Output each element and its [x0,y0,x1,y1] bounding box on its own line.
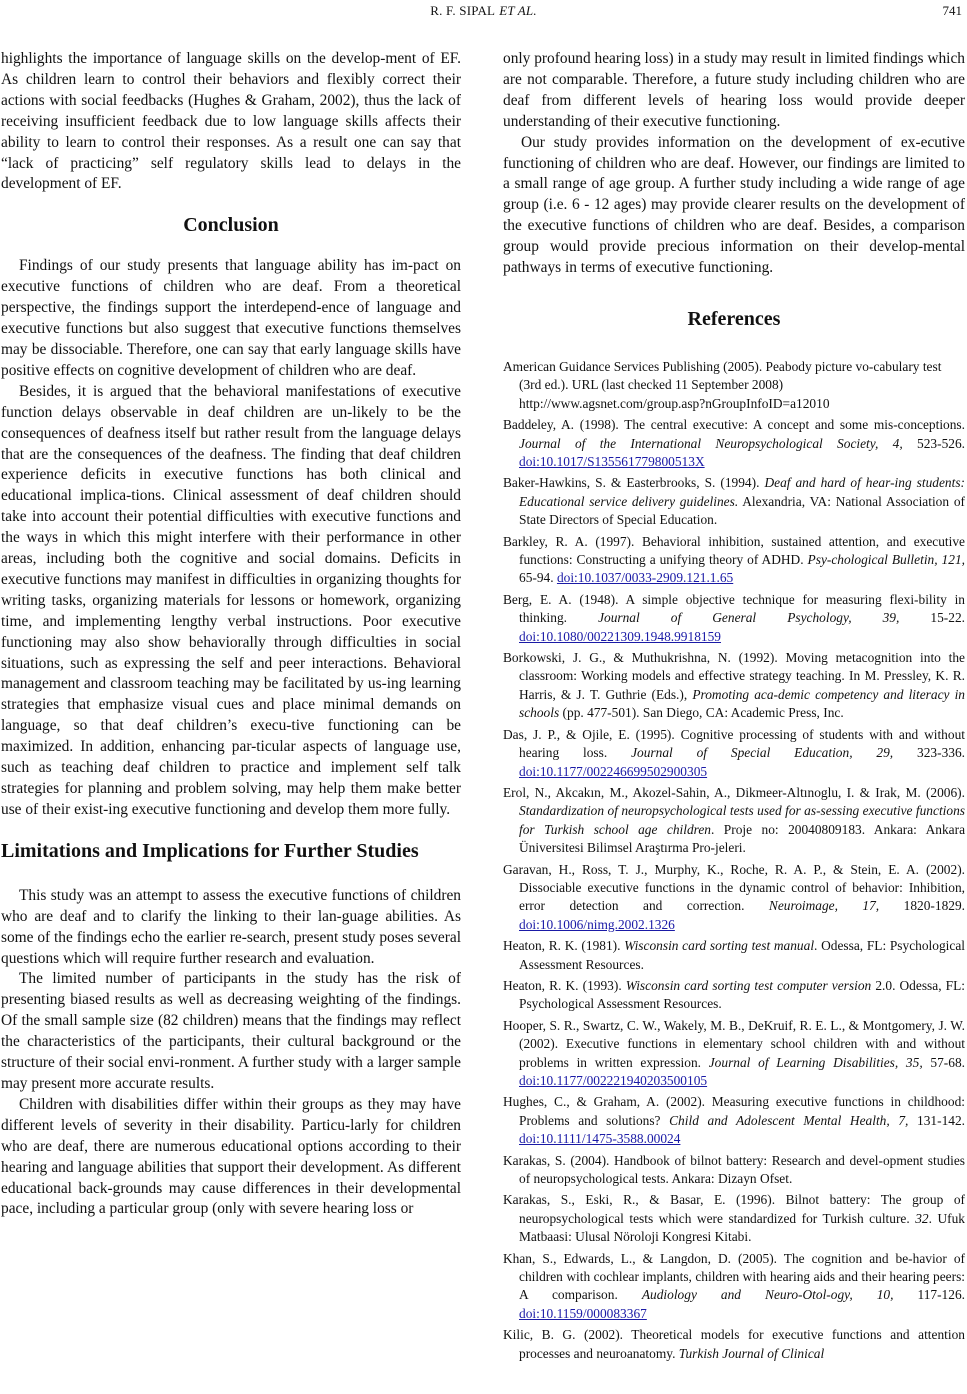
reference-text: Das, J. P., & Ojile, E. (1995). Cognitive processing of students with and without hearing loss. [503,726,965,761]
doi-link[interactable]: doi:10.1177/002246699502900305 [519,763,708,779]
author-names: R. F. SIPAL [430,3,496,18]
doi-link[interactable]: doi:10.1111/1475-3588.00024 [519,1131,681,1147]
reference-item [503,1326,965,1363]
reference-list [503,358,965,1363]
doi-link[interactable]: doi:10.1006/nimg.2002.1326 [519,916,675,932]
reference-text: 15-22. [899,610,965,626]
doi-link[interactable]: doi:10.1177/002221940203500105 [519,1073,708,1088]
reference-text: Heaton, R. K. (1993). [503,977,626,993]
reference-item [503,726,965,781]
paragraph-conclusion-1: Findings of our study presents that language ability has im-pact on executive functions of children who are deaf. From a theoretical perspective, the findings support the interdepend-ence of language and executive functions but also suggest that executive functions themselves may be dissociable. Therefore, one can say that early language skills have positive effects on cognitive development of children who are deaf. [1,257,461,379]
running-head [0,0,967,22]
reference-text: . Ufuk Matbaasi: Ulusal Nöroloji Kongresi Kitabi. [519,1210,965,1245]
reference-item [503,533,965,588]
reference-text: . Proje no: 20040809183. Ankara: Ankara Üniversitesi Bilimsel Araştırma Pro-jeleri. [519,821,966,856]
reference-item [503,784,965,858]
reference-item [503,937,965,974]
reference-source-italic: Audiology and Neuro-Otol-ogy, 10, [641,1287,894,1303]
reference-item [503,1017,965,1091]
reference-text: Erol, N., Akcakın, M., Akozel-Sahin, A., Dikmeer-Altınoglu, I. & Irak, M. (2006). [503,784,965,800]
left-column [1,49,461,1220]
heading-references: References [687,307,781,330]
reference-item [503,977,965,1014]
reference-text: 117-126. [893,1287,965,1303]
reference-text: Baker-Hawkins, S. & Easterbrooks, S. (1994). [503,475,765,491]
reference-text: Karakas, S., Eski, R., & Basar, E. (1996). Bilnot battery: The group of neuropsychological tests which were standardized for Turkish culture. [503,1192,965,1226]
doi-link[interactable]: doi:10.1080/00221309.1948.9918159 [519,628,721,644]
reference-text: Kilic, B. G. (2002). Theoretical models for executive functions and attention processes and neuroanatomy. [503,1327,965,1361]
heading-limitations: Limitations and Implications for Further Studies [1,839,419,862]
reference-item [503,416,965,471]
reference-item [503,861,965,935]
reference-text: 323-336. [893,745,965,761]
reference-text: . Odessa, FL: Psychological Assessment Resources. [519,938,965,972]
reference-text: Hughes, C., & Graham, A. (2002). Measuring executive functions in childhood: Problems and solutions? [503,1094,965,1128]
reference-source-italic: Journal of Special Education, 29, [631,745,894,761]
heading-conclusion: Conclusion [183,214,279,237]
reference-text: 2.0. Odessa, FL: Psychological Assessment Resources. [519,977,965,1012]
doi-link[interactable]: doi:10.1037/0033-2909.121.1.65 [556,570,734,586]
reference-item [503,1250,965,1324]
paragraph-conclusion-2: Besides, it is argued that the behavioral manifestations of executive function delays observable in deaf children are un-likely to be the consequences of deafness itself but rather result from the language delays that are the consequences of the deafness. The finding that deaf children experience deficits in executive functions has both clinical and educational implica-tions. Clinical assessment of deaf children should take into account their potential difficulties with executive functions and the ways in which this might interfere with their performance in other areas, including both the cognitive and social domains. Deficits in executive functions may manifest in difficulties in organizing thoughts for writing tasks, organizing materials for lessons or homework, organizing time, and implementing lengthy verbal instructions. Poor executive functioning may also show behaviorally through difficulties in social situations, such as expressing the self and peer interactions. Behavioral management and classroom teaching may be facilitated by us-ing learning strategies that emphasize visual cues and place minimal demands on language, so that deaf children’s execu-tive functioning can be maximized. In addition, enhancing par-ticular aspects of language use, such as teaching deaf children to practice and implement self talk strategies for planning and problem solving, may help them make better use of their exist-ing executive functioning and develop them more fully. [1,382,461,818]
reference-text: 1820-1829. [879,898,966,914]
reference-text: Hooper, S. R., Swartz, C. W., Wakely, M. B., DeKruif, R. E. L., & Montgomery, J. W. (2002). Executive functions in elementary school children with and without problems in written expression. [503,1017,965,1070]
reference-source-italic: 32 [915,1210,929,1226]
running-head-authors [0,0,967,22]
reference-text: 57-68. [922,1054,965,1070]
reference-text: Borkowski, J. G., & Muthukrishna, N. (1992). Moving metacognition into the classroom: Working models and effective strategy teaching. In M. Pressley, K. R. Harris, & J. T. Guthrie (Eds.), [503,650,965,702]
reference-source-italic: Wisconsin card sorting test manual [624,938,815,954]
paragraph-limitations-continued: only profound hearing loss) in a study may result in limited findings which are not comparable. Therefore, a future study including children who are deaf from different levels of hearing loss would provide deeper understanding of their executive functioning. [503,50,965,130]
page-number: 741 [942,3,962,18]
reference-text: Khan, S., Edwards, L., & Langdon, D. (2005). The cognition and be-havior of children with cochlear implants, children with hearing aids and their hearing peers: A comparison. [503,1250,965,1303]
reference-item [503,591,965,646]
paragraph-limitations-3: Children with disabilities differ within their groups as they may have different levels of severity in their disability. Particu-larly for children who are deaf, there are numerous educational options according to their hearing and language abilities that support their development. As different educational back-grounds may cause differences in their developmental pace, including a particular group (only with severe hearing loss or [1,1095,461,1218]
reference-source-italic: Turkish Journal of Clinical [678,1345,825,1361]
reference-text: 131-142. [908,1112,965,1128]
reference-text: 65-94. [519,570,557,586]
paragraph-limitations-1: This study was an attempt to assess the executive functions of children who are deaf and to clarify the linking to their lan-guage abilities. As some of the findings echo the earlier re-search, present study poses several questions which will require further research and evaluation. [1,886,461,967]
paragraph-limitations-2: The limited number of participants in the study has the risk of presenting biased results as well as decreasing weighting of the findings. Of the small sample size (82 children) means that the findings may reflect the characteristics of the participants, their cultural background or the structure of their social envi-ronment. A further study with a larger sample may present more accurate results. [1,970,461,1092]
reference-item [503,1191,965,1246]
doi-link[interactable]: doi:10.1017/S135561779800513X [519,454,705,469]
reference-source-italic: Deaf and hard of hear-ing students: Educational service delivery guidelines. [519,475,965,509]
reference-source-italic: Journal of the International Neuropsychological Society, 4, [519,435,903,451]
reference-item [503,1093,965,1148]
reference-item [503,358,965,413]
reference-source-italic: Journal of General Psychology, 39, [598,610,900,626]
reference-text: Garavan, H., Ross, T. J., Murphy, K., Roche, R. A. P., & Stein, E. A. (2002). Dissociable executive functions in the dynamic control of behavior: Inhibition, error detection and correction. [503,861,965,914]
reference-source-italic: Wisconsin card sorting test computer version [625,977,872,993]
reference-text: Karakas, S. (2004). Handbook of bilnot battery: Research and devel-opment studies of neuropsychological tests. Ankara: Dizayn Ofset. [503,1152,965,1187]
reference-text: Heaton, R. K. (1981). [503,938,625,954]
reference-text: Barkley, R. A. (1997). Behavioral inhibition, sustained attention, and executive functions: Constructing a unifying theory of ADHD. [503,533,965,568]
paragraph-intro-continued: highlights the importance of language skills on the develop-ment of EF. As children learn to control their behaviors and flexibly correct their actions with social feedbacks (Hughes & Graham, 2002), thus the lack of receiving insufficient feedback due to low language skills affects their ability to learn to control their responses. As a result one can say that “lack of practicing” self regulatory skills lead to delays in the development of EF. [1,50,461,193]
reference-text: American Guidance Services Publishing (2005). Peabody picture vo-cabulary test (3rd ed.). URL (last checked 11 September 2008) http://www.agsnet.com/group.asp?nGroupInfoID=a12010 [503,358,942,411]
reference-source-italic: Promoting aca-demic competency and literacy in schools [519,686,965,721]
reference-item [503,649,965,723]
reference-text: Berg, E. A. (1948). A simple objective technique for measuring flexi-bility in thinking. [503,591,965,626]
reference-source-italic: Standardization of neuropsychological tests used for as-sessing executive functions for Turkish school age children [519,803,965,837]
reference-item [503,1152,965,1189]
reference-source-italic: Journal of Learning Disabilities, 35, [708,1054,923,1070]
reference-source-italic: Psy-chological Bulletin, 121, [807,552,965,568]
reference-item [503,474,965,529]
doi-link[interactable]: doi:10.1159/000083367 [519,1305,647,1321]
reference-source-italic: Child and Adolescent Mental Health, 7, [669,1112,909,1128]
right-column [503,49,965,1366]
reference-text: Alexandria, VA: National Association of State Directors of Special Education. [519,493,965,528]
reference-text: 523-526. [902,435,966,451]
reference-text: Baddeley, A. (1998). The central executive: A concept and some mis-conceptions. [503,417,965,433]
reference-source-italic: Neuroimage, 17, [768,898,880,914]
et-al: ET AL. [499,3,537,18]
reference-text: (pp. 477-501). San Diego, CA: Academic Press, Inc. [559,705,844,721]
paragraph-our-study: Our study provides information on the development of ex-ecutive functioning of children who are deaf. However, our findings are limited to a small range of age group. A further study including a wide range of age group (i.e. 6 - 12 ages) may provide clearer results on the development of the executive functions of children who are deaf. Besides, a comparison group would provide precious information on their develop-mental pathways in terms of executive functioning. [503,133,965,277]
